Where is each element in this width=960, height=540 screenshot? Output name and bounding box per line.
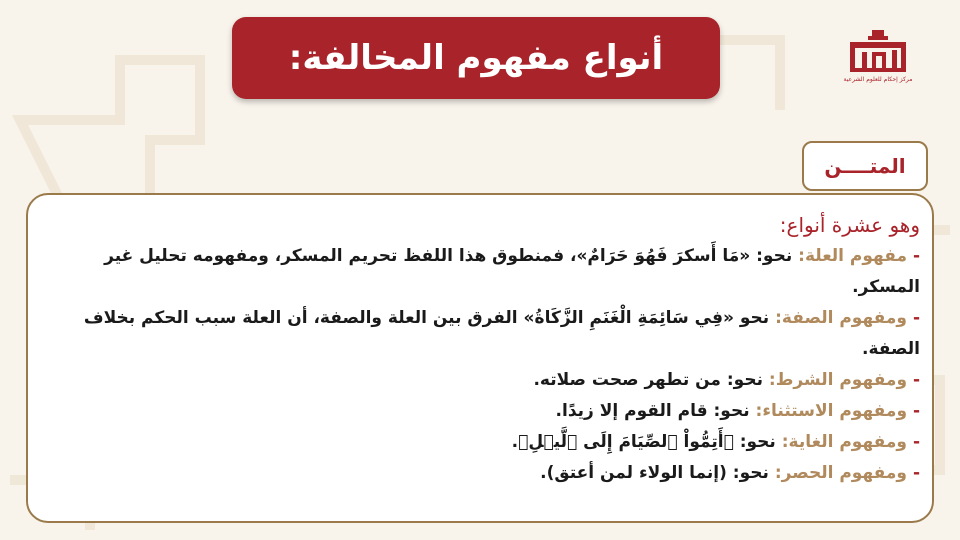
- concept-label: ومفهوم الغاية:: [781, 432, 908, 452]
- concept-label: ومفهوم الشرط:: [768, 370, 908, 390]
- item-dash: -: [912, 432, 920, 452]
- concept-label: مفهوم العلة:: [798, 246, 908, 266]
- item-dash: -: [912, 463, 920, 483]
- list-item-ghaya: [46, 427, 920, 458]
- item-text: نحو: ﴿أَتِمُّواْ ٱلصِّيَامَ إِلَى ٱلَّيۡلِ﴾.: [511, 432, 776, 452]
- list-item-shart: [46, 365, 920, 396]
- page-title: أنواع مفهوم المخالفة:: [288, 38, 664, 78]
- list-item-sifa: [46, 303, 920, 365]
- content-text: [46, 210, 920, 489]
- item-dash: -: [912, 370, 920, 390]
- item-text: نحو: قام القوم إلا زيدًا.: [555, 401, 750, 421]
- item-text-continued: المسكر.: [852, 277, 920, 297]
- tab-label: المتــــن: [824, 154, 906, 178]
- item-text: نحو: «مَا أَسكرَ فَهُوَ حَرَامٌ»، فمنطوق هذا اللفظ تحريم المسكر، ومفهومه تحليل غير: [104, 246, 793, 266]
- item-text: نحو: (إنما الولاء لمن أعتق).: [540, 463, 769, 483]
- concept-label: ومفهوم الحصر:: [774, 463, 908, 483]
- list-item-illa: [46, 241, 920, 303]
- logo: [846, 28, 910, 100]
- item-text: نحو «فِي سَائِمَةِ الْغَنَمِ الزَّكَاةُ» الفرق بين العلة والصفة، أن العلة سبب الحكم بخلاف: [83, 308, 770, 328]
- title-banner: [232, 17, 720, 99]
- list-item-hasr: [46, 458, 920, 489]
- logo-subtitle: مركز إحكام للعلوم الشرعية: [843, 76, 913, 83]
- list-item-istithna: [46, 396, 920, 427]
- intro-heading: وهو عشرة أنواع:: [779, 213, 920, 237]
- concept-label: ومفهوم الصفة:: [775, 308, 908, 328]
- item-dash: -: [912, 246, 920, 266]
- matn-tab: [802, 141, 928, 191]
- item-dash: -: [912, 401, 920, 421]
- item-text: نحو: من تطهر صحت صلاته.: [533, 370, 763, 390]
- item-dash: -: [912, 308, 920, 328]
- item-text-continued: الصفة.: [862, 339, 920, 359]
- concept-label: ومفهوم الاستثناء:: [755, 401, 908, 421]
